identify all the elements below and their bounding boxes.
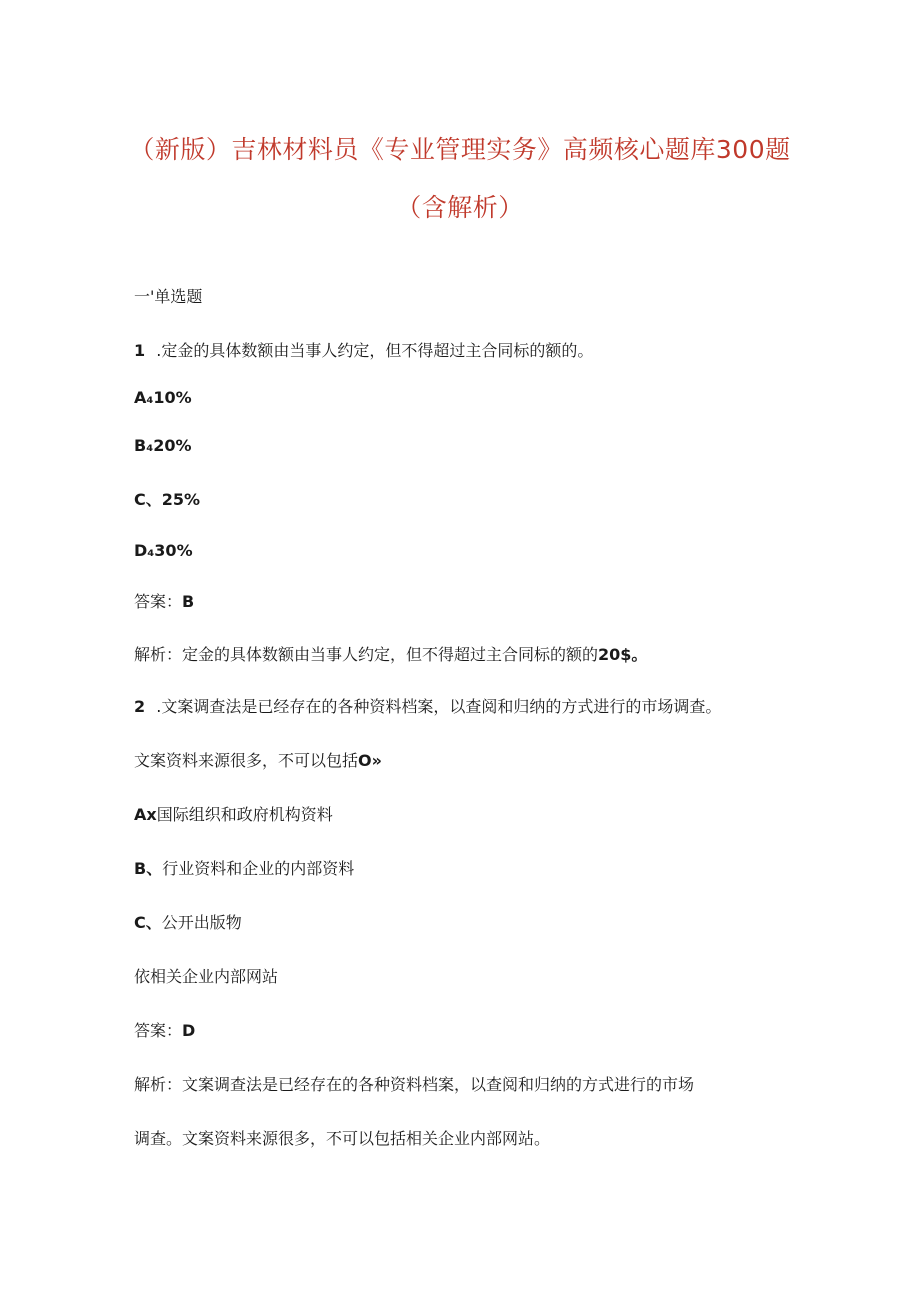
option-b bbox=[134, 436, 192, 456]
answer-value: D bbox=[182, 1021, 196, 1040]
question-text: .文案调查法是已经存在的各种资料档案，以查阅和归纳的方式进行的市场调查。 bbox=[156, 697, 722, 716]
analysis-2 bbox=[134, 1075, 694, 1095]
analysis-text: 文案调查法是已经存在的各种资料档案，以查阅和归纳的方式进行的市场 bbox=[182, 1075, 695, 1094]
option-d bbox=[134, 541, 193, 561]
analysis-1 bbox=[134, 645, 647, 665]
option-label: C、 bbox=[134, 913, 162, 932]
document-title-line2: （含解析） bbox=[396, 193, 524, 222]
option-text: 行业资料和企业的内部资料 bbox=[162, 859, 355, 878]
option-c bbox=[134, 490, 200, 510]
option-text: 30% bbox=[154, 541, 193, 560]
section-heading: 一'单选题 bbox=[134, 287, 203, 306]
option-d bbox=[134, 967, 278, 987]
option-label: B₄ bbox=[134, 436, 154, 455]
question-text: .定金的具体数额由当事人约定，但不得超过主合同标的额的。 bbox=[156, 341, 594, 360]
analysis-label: 解析： bbox=[134, 645, 183, 664]
option-text: 10% bbox=[153, 388, 192, 407]
option-a bbox=[134, 805, 333, 825]
answer-label: 答案： bbox=[134, 592, 183, 611]
option-label: D₄ bbox=[134, 541, 155, 560]
option-c bbox=[134, 913, 242, 933]
option-text: 25% bbox=[161, 490, 201, 509]
analysis-text: 定金的具体数额由当事人约定，但不得超过主合同标的额的 bbox=[182, 645, 599, 664]
question-2-stem bbox=[134, 697, 721, 717]
option-label: C、 bbox=[134, 490, 162, 509]
answer-value: B bbox=[182, 592, 195, 611]
question-number: 2 bbox=[134, 697, 146, 716]
option-label: Ax bbox=[134, 805, 157, 824]
option-text: 国际组织和政府机构资料 bbox=[156, 805, 333, 824]
question-text-tail: O» bbox=[358, 751, 382, 770]
answer-2 bbox=[134, 1021, 195, 1041]
option-label: A₄ bbox=[134, 388, 154, 407]
question-number: 1 bbox=[134, 341, 146, 360]
option-text: 20% bbox=[153, 436, 192, 455]
analysis-tail: 20$。 bbox=[598, 645, 648, 664]
analysis-label: 解析： bbox=[134, 1075, 183, 1094]
option-b bbox=[134, 859, 354, 879]
question-text-line2: 文案资料来源很多，不可以包括 bbox=[134, 751, 359, 770]
analysis-2-line2: 调查。文案资料来源很多，不可以包括相关企业内部网站。 bbox=[134, 1129, 551, 1148]
question-2-stem-line2 bbox=[134, 751, 382, 771]
answer-1 bbox=[134, 592, 194, 612]
answer-label: 答案： bbox=[134, 1021, 183, 1040]
option-text: 公开出版物 bbox=[161, 913, 242, 932]
option-label: B、 bbox=[134, 859, 163, 878]
document-title-line1: （新版）吉林材料员《专业管理实务》高频核心题库300题 bbox=[129, 135, 791, 164]
option-text: 依相关企业内部网站 bbox=[134, 967, 279, 986]
question-1-stem bbox=[134, 341, 593, 361]
option-a bbox=[134, 388, 192, 408]
